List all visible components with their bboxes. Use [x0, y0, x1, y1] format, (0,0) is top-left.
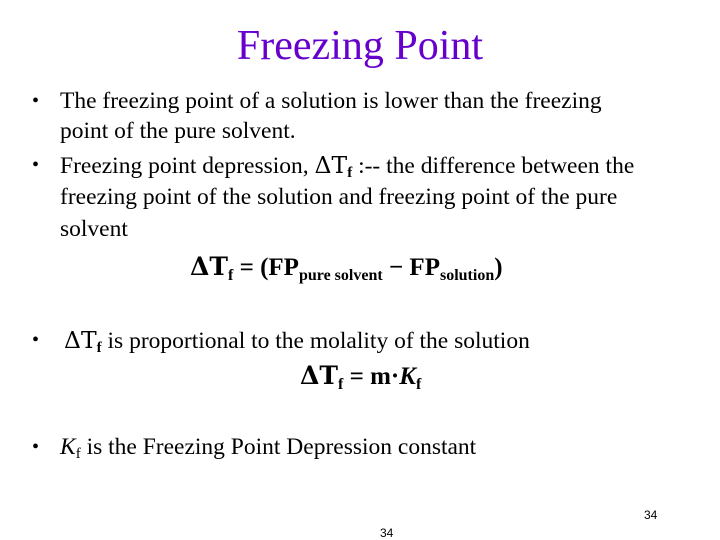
bullet-2-line-2: freezing point of the solution and freezing point of the pure	[60, 184, 618, 210]
formula-freezing-point-depression	[190, 252, 503, 285]
bullet-dot: •	[32, 436, 40, 458]
bullet-1-line-1: The freezing point of a solution is lower than the freezing	[60, 88, 602, 114]
subscript-f: f	[75, 446, 81, 462]
bullet-4-text: is the Freezing Point Depression constant	[80, 434, 477, 460]
formula-1-lhs: ΔT	[190, 252, 229, 281]
formula-2-k: K	[399, 363, 416, 390]
bullet-2-rest: :-- the difference between the	[352, 153, 635, 179]
bullet-2-line-3: solvent	[60, 216, 128, 242]
formula-1-lhs-sub: f	[228, 267, 234, 284]
bullet-2-prefix: Freezing point depression,	[60, 153, 315, 179]
formula-1-close: )	[494, 254, 503, 281]
bullet-3-text: is proportional to the molality of the solution	[101, 328, 530, 354]
footer-number: 34	[380, 526, 394, 540]
bullet-dot: •	[32, 329, 40, 351]
formula-molality	[300, 361, 421, 394]
formula-2-lhs-sub: f	[338, 376, 344, 393]
bullet-1-line-2: point of the pure solvent.	[60, 118, 296, 144]
formula-2-lhs: ΔT	[300, 361, 339, 390]
formula-1-sub-pure-solvent: pure solvent	[298, 267, 383, 284]
page-number: 34	[644, 508, 658, 522]
delta-t-symbol: ΔT	[64, 326, 97, 354]
formula-1-sub-solution: solution	[439, 267, 495, 284]
k-symbol: K	[60, 434, 76, 460]
bullet-4	[60, 430, 476, 471]
formula-1-eq: = (FP	[233, 254, 299, 281]
bullet-dot: •	[32, 90, 40, 112]
bullet-dot: •	[32, 154, 40, 176]
subscript-f: f	[347, 165, 353, 181]
formula-2-k-sub: f	[415, 376, 422, 393]
slide-title: Freezing Point	[236, 23, 484, 69]
formula-1-minus: − FP	[382, 254, 440, 281]
formula-2-mid: = m·	[343, 363, 400, 390]
delta-t-symbol: ΔT	[314, 151, 348, 179]
subscript-f: f	[96, 340, 102, 356]
bullet-3	[64, 323, 530, 365]
